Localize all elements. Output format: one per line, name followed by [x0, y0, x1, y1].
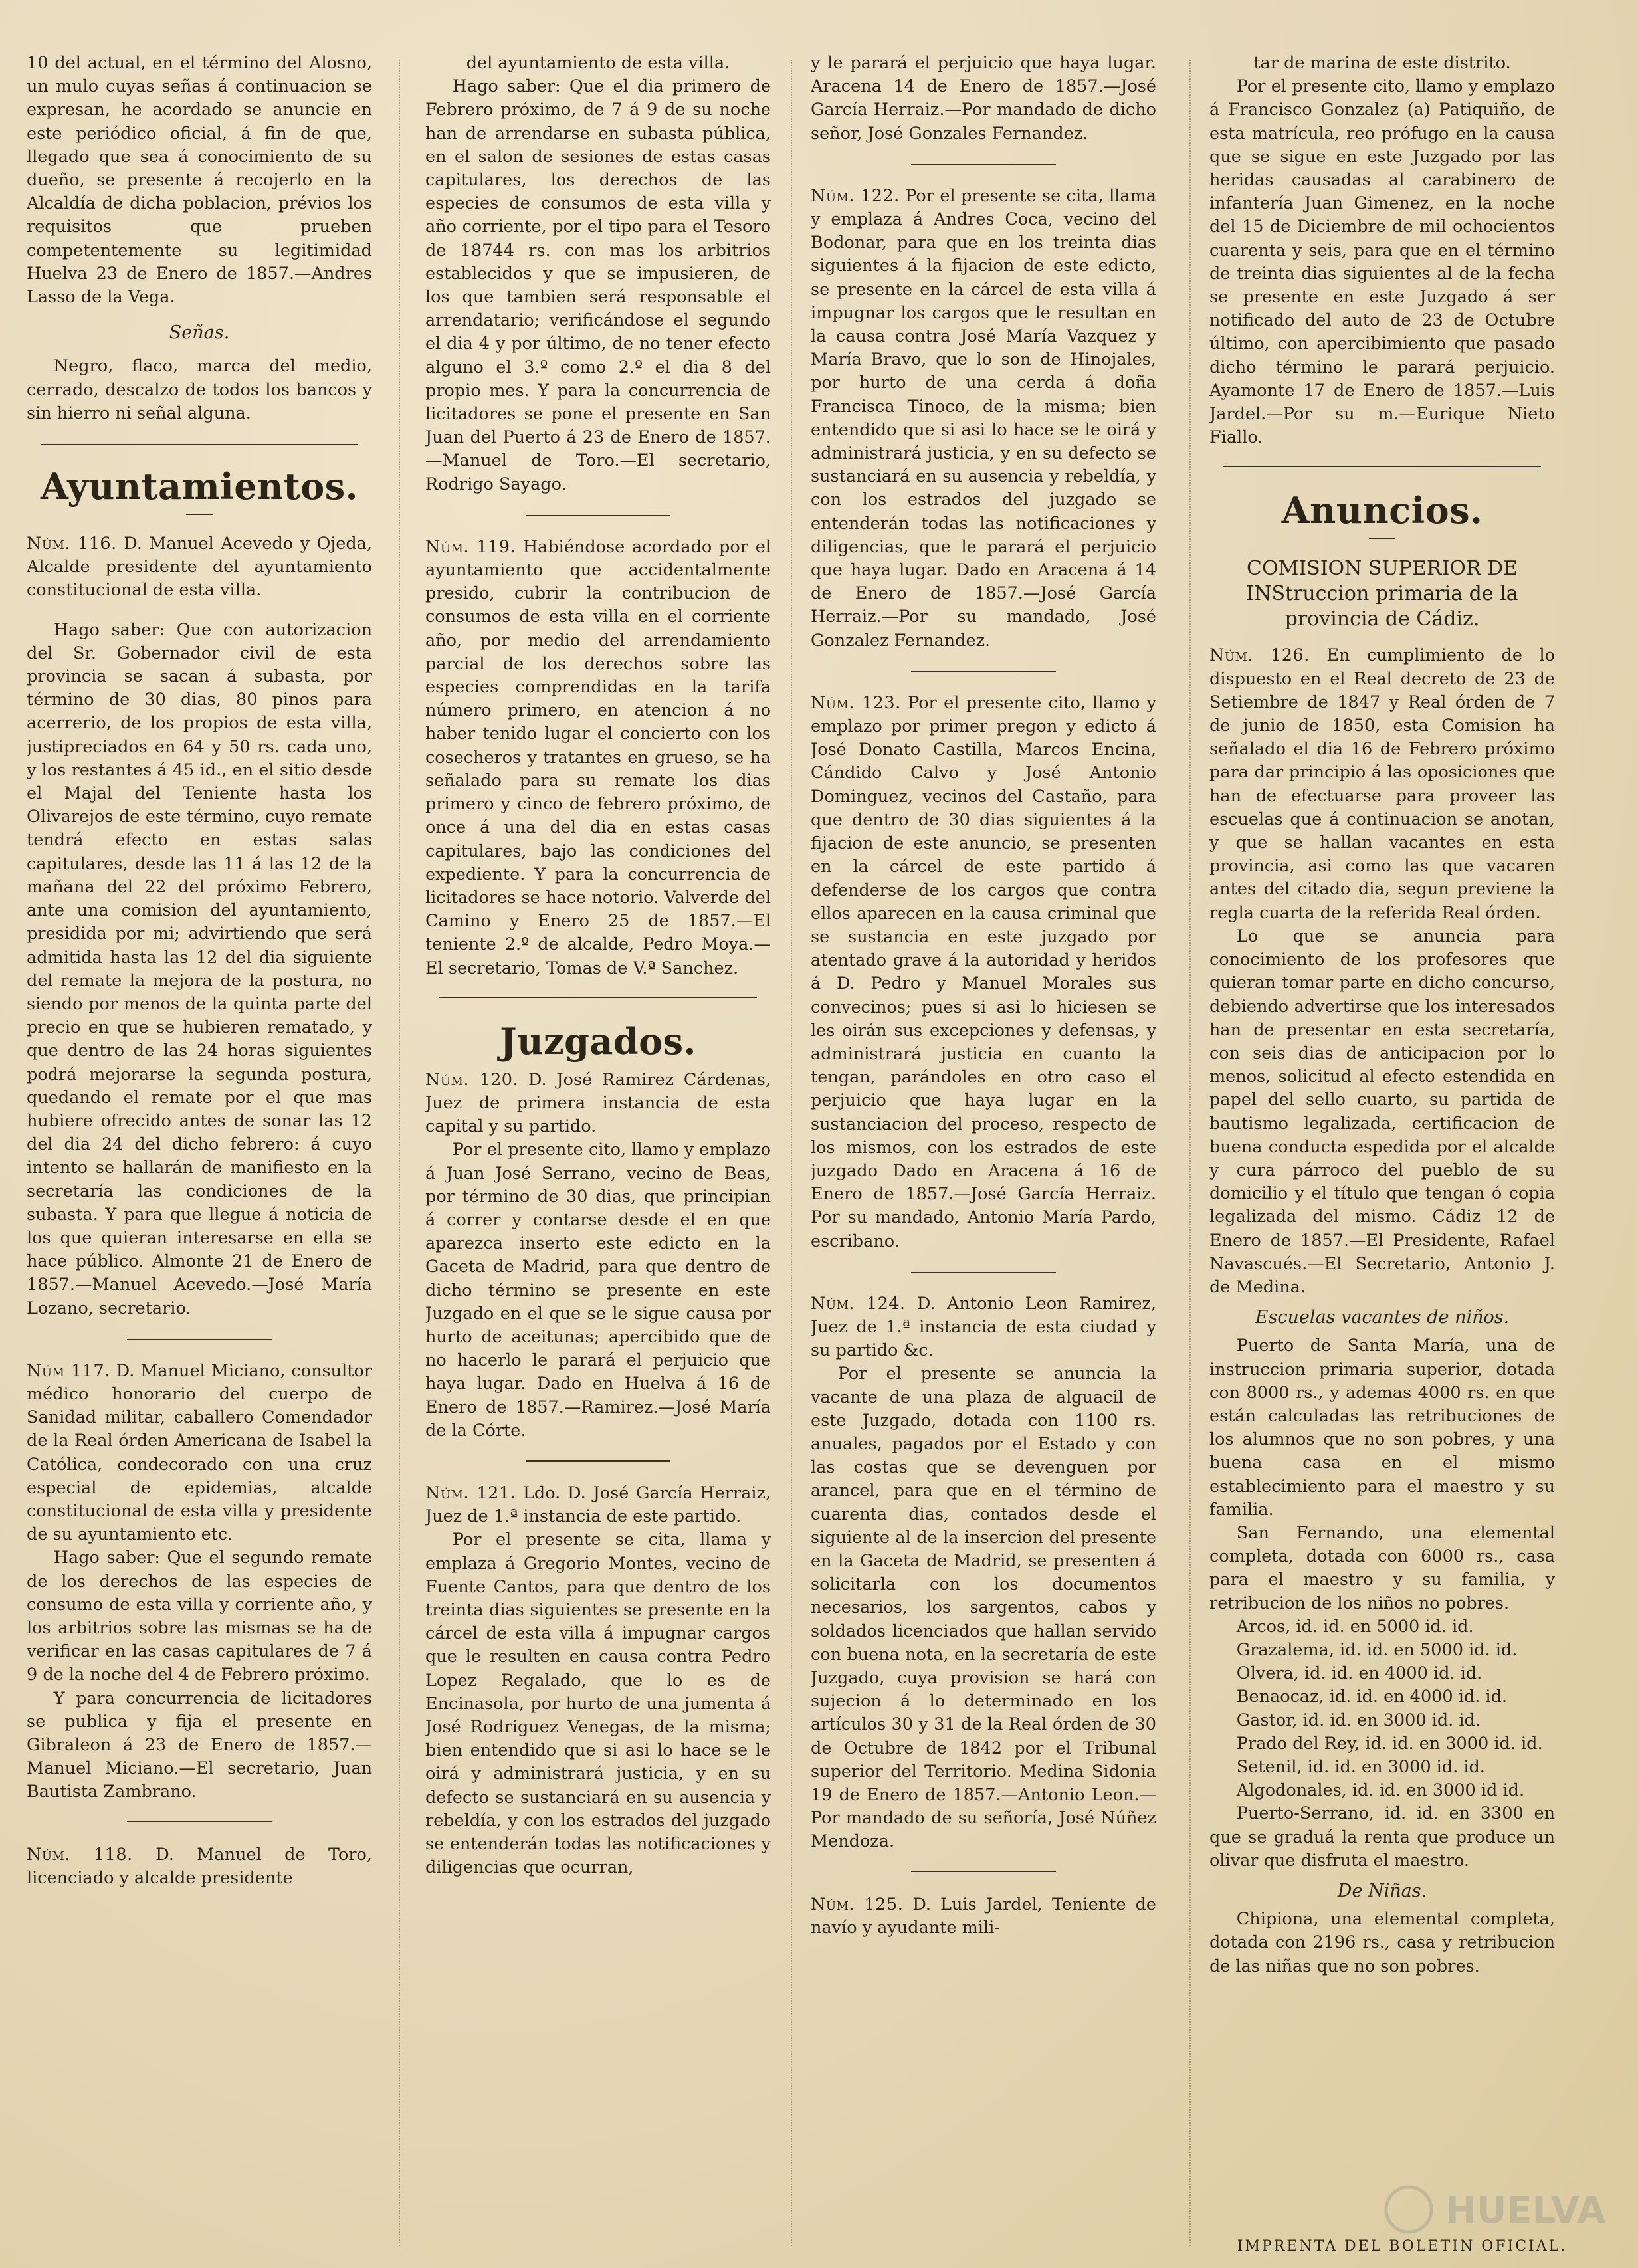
section-separator [1209, 466, 1555, 468]
notice-separator [811, 1871, 1156, 1873]
watermark-text: HUELVA [1445, 2189, 1606, 2232]
notice-119 [425, 536, 771, 980]
notice-separator [425, 514, 771, 516]
notice-intro: D. Manuel de Toro, licenciado y alcalde presidente [27, 1844, 372, 1888]
notice-body: En cumplimiento de lo dispuesto en el Real decreto de 23 de Setiembre de 1847 y Real órden de 7 de junio de 1850, esta Comision ha señalado el dia 16 de Febrero próximo para dar principio á las oposiciones que han de efectuarse para proveer las escuelas que á continuacion se anotan, y que se hallan vacantes en esta provincia, asi como las que vacaren antes del citado dia, segun previene la regla cuarta de la referida Real órden. [1209, 645, 1555, 923]
school-item: Prado del Rey, id. id. en 3000 id. id. [1236, 1733, 1543, 1754]
notice-125 [811, 1893, 1156, 1940]
notice-124 [811, 1292, 1156, 1363]
notice-body: Hago saber: Que el segundo remate de los derechos de las especies de consumo de esta villa y corriente año, y los arbitrios sobre las mismas se ha de verificar en las casas capitulares de 7 á 9 de la noche del 4 de Febrero próximo. [27, 1548, 372, 1685]
notice-intro: Ldo. D. José García Herraiz, Juez de 1.ª instancia de este partido. [425, 1483, 771, 1527]
notice-number: Núm. 126. [1209, 645, 1310, 666]
notice-intro: D. Manuel Miciano, consultor médico honorario del cuerpo de Sanidad militar, caballero Comendador de la Real órden Americana de Isabel la Católica, condecorado con una cruz especial de epidemias, alcalde constitucional de esta villa y presidente de su ayuntamiento etc. [27, 1360, 372, 1545]
notice-number: Núm. 119. [425, 536, 516, 557]
notice-126 [1209, 644, 1555, 924]
notice-117 [27, 1360, 372, 1547]
notice-separator [425, 1460, 771, 1462]
commission-title: COMISION SUPERIOR DE INStruccion primaria de la provincia de Cádiz. [1246, 557, 1518, 631]
school-item: Puerto-Serrano, id. id. en 3300 en que se graduá la renta que produce un olivar que disfruta el maestro. [1209, 1804, 1555, 1871]
notice-121 [425, 1482, 771, 1528]
notice-body: Por el presente se cita, llama y emplaza á Andres Coca, vecino del Bodonar, para que en los treinta dias siguientes á la fijacion de este edicto, se presente en la cárcel de esta villa á impugnar los cargos que le resultan en la causa contra José María Vazquez y María Bravo, que lo son de Hinojales, por hurto de una cerda á doña Francisca Tinoco, de la misma; bien entendido que si asi lo hace se le oirá y administrará justicia, y en su defecto se sustanciará en su ausencia y rebeldía, y con los estrados del juzgado se entenderán todas las notificaciones y diligencias, que le parará el perjuicio que haya lugar. Dado en Aracena á 14 de Enero de 1857.—José García Herraiz.—Por su mandado, José Gonzalez Fernandez. [811, 185, 1156, 651]
notice-number: Núm. 118. [27, 1844, 133, 1865]
school-item: Chipiona, una elemental completa, dotada con 2196 rs., casa y retribucion de las niñas que no son pobres. [1209, 1909, 1555, 1976]
notice-separator [811, 163, 1156, 165]
notice-number: Núm. 122. [811, 185, 900, 206]
school-item: Benaocaz, id. id. en 4000 id. id. [1236, 1687, 1508, 1707]
notice-number: Núm. 124. [811, 1293, 906, 1314]
notice-122 [811, 185, 1156, 653]
school-item: Gastor, id. id. en 3000 id. id. [1236, 1710, 1481, 1730]
section-separator [425, 997, 771, 999]
notice-120 [425, 1069, 771, 1139]
notice-116 [27, 532, 372, 603]
notice-body: Por el presente se cita, llama y emplaza á Gregorio Montes, vecino de Fuente Cantos, para que dentro de los treinta dias siguientes se presente en la cárcel de esta villa á impugnar cargos que le resulten en causa contra Pedro Lopez Regalado, que lo es de Encinasola, por hurto de una jumenta á José Rodriguez Venegas, de la misma; bien entendido que si asi lo hace se le oirá y administrará justicia, y en su defecto se sustanciará en su ausencia y rebeldía, y con los estrados del juzgado se entenderán todas las notificaciones y diligencias que ocurran, [425, 1530, 771, 1878]
notice-continuation: tar de marina de este distrito. [1253, 53, 1511, 73]
notice-intro: D. Luis Jardel, Teniente de navío y ayudante mili- [811, 1894, 1156, 1938]
column-3 [811, 52, 1156, 2245]
school-item: Grazalema, id. id. en 5000 id. id. [1236, 1639, 1518, 1660]
section-heading: Juzgados. [500, 1019, 696, 1063]
senas-text: Negro, flaco, marca del medio, cerrado, descalzo de todos los bancos y sin hierro ni señal alguna. [27, 356, 372, 423]
printer-footer: IMPRENTA DEL BOLETIN OFICIAL. [1237, 2238, 1568, 2255]
notice-separator [811, 1271, 1156, 1273]
school-item: Arcos, id. id. en 5000 id. id. [1236, 1616, 1474, 1637]
notice-number: Núm. 116. [27, 534, 117, 554]
notice-continuation: del ayuntamiento de esta villa. [466, 53, 730, 73]
archive-watermark [1382, 2173, 1621, 2246]
notice-intro: 10 del actual, en el término del Alosno, un mulo cuyas señas á continuacion se expresan, he acordado se anuncie en este periódico oficial, á fin de que, llegado que sea á conocimiento de su dueño, se presente á recojerlo en la Alcaldía de dicha poblacion, prévios los requisitos que prueben competentemente su legitimidad Huelva 23 de Enero de 1857.—Andres Lasso de la Vega. [27, 53, 372, 308]
notice-intro: D. José Ramirez Cárdenas, Juez de primera instancia de esta capital y su partido. [425, 1069, 771, 1137]
school-item: Puerto de Santa María, una de instruccion primaria superior, dotada con 8000 rs., y ademas 4000 rs. en que están calculadas las retribuciones de los alumnos que no son pobres, y una buena casa en el mismo establecimiento para el maestro y su familia. [1209, 1336, 1555, 1520]
section-separator [27, 443, 372, 445]
notice-separator [27, 1338, 372, 1340]
column-rule [1189, 60, 1191, 2246]
notice-continuation: y le parará el perjuicio que haya lugar. Aracena 14 de Enero de 1857.—José García Herraiz.—Por mandado de dicho señor, José Gonzales Fernandez. [811, 53, 1156, 144]
notice-body: Por el presente cito, llamo y emplazo á Francisco Gonzalez (a) Patiquiño, de esta matrícula, reo prófugo en la causa que se sigue en este Juzgado por las heridas causadas al carabinero de infantería Juan Gimenez, en la noche del 15 de Diciembre de mil ochocientos cuarenta y seis, para que en el término de treinta dias siguientes al de la fecha se presente en este Juzgado á ser notificado del auto de 23 de Octubre último, con apercibimiento que pasado dicho término le parará perjuicio. Ayamonte 17 de Enero de 1857.—Luis Jardel.—Por su m.—Eurique Nieto Fiallo. [1209, 76, 1555, 448]
notice-body: Por el presente cito, llamo y emplazo á Juan José Serrano, vecino de Beas, por término de 30 dias, que principian á correr y contarse desde el en que aparezca inserto este edicto en la Gaceta de Madrid, para que dentro de dicho término se presente en este Juzgado en el que se le sigue causa por hurto de aceitunas; apercibido que de no hacerlo le parará el perjuicio que haya lugar. Dado en Huelva á 16 de Enero de 1857.—Ramirez.—José María de la Córte. [425, 1140, 771, 1441]
notice-body: Habiéndose acordado por el ayuntamiento que accidentalmente presido, cubrir la contribucion de consumos de esta villa en el corriente año, por medio del arrendamiento parcial de los derechos sobre las especies comprendidas en la tarifa número primero, en atencion á no haber tenido lugar el concierto con los cosecheros y tratantes en grueso, se ha señalado para su remate los dias primero y cinco de febrero próximo, de once á una del dia en estas casas capitulares, bajo las condiciones del expediente. Y para la concurrencia de licitadores se hace notorio. Valverde del Camino y Enero 25 de 1857.—El teniente 2.º de alcalde, Pedro Moya.—El secretario, Tomas de V.ª Sanchez. [425, 536, 771, 978]
school-item: San Fernando, una elemental completa, dotada con 6000 rs., casa para el maestro y su familia, y retribucion de los niños no pobres. [1209, 1522, 1555, 1613]
school-item: Setenil, id. id. en 3000 id. id. [1236, 1757, 1485, 1777]
notice-118 [27, 1843, 372, 1890]
notice-number: Núm. 123. [811, 692, 901, 713]
notice-body: Hago saber: Que con autorizacion del Sr. Gobernador civil de esta provincia se sacan á subasta, por término de 30 dias, 80 pinos para acerrerio, de los propios de esta villa, justipreciados en 64 y 50 rs. cada uno, y los restantes á 45 id., en el sitio desde el Majal del Teniente hasta los Olivarejos de este término, cuyo remate tendrá efecto en estas salas capitulares, desde las 11 á las 12 de la mañana del 22 del próximo Febrero, ante una comision del ayuntamiento, presidida por mi; advirtiendo que será admitida hasta las 12 del dia siguiente del remate la mejora de la postura, no siendo por menos de la quinta parte del precio en que se hubieren rematado, y que dentro de las 24 horas siguientes podrá mejorarse la segunda postura, quedando el remate por el que mas hubiere ofrecido antes de sonar las 12 del dia 24 del dicho febrero: á cuyo intento se hallarán de manifiesto en la secretaría las condiciones de la subasta. Y para que llegue á noticia de los que quieran interesarse en ella se hace público. Almonte 21 de Enero de 1857.—Manuel Acevedo.—José María Lozano, secretario. [27, 619, 372, 1318]
school-item: Olvera, id. id. en 4000 id. id. [1236, 1663, 1483, 1684]
subheading-boys-schools: Escuelas vacantes de niños. [1255, 1307, 1510, 1328]
notice-intro: D. Manuel Acevedo y Ojeda, Alcalde presidente del ayuntamiento constitucional de esta villa. [27, 534, 372, 601]
column-rule [399, 60, 400, 2246]
section-heading: Anuncios. [1281, 489, 1483, 532]
subheading-girls-schools: De Niñas. [1337, 1881, 1427, 1902]
column-1 [27, 52, 372, 2245]
notice-number: Núm 117. [27, 1360, 110, 1381]
watermark-emblem-icon [1386, 2187, 1431, 2232]
notice-body: Por el presente cito, llamo y emplazo por primer pregon y edicto á José Donato Castilla, Marcos Encina, Cándido Calvo y José Antonio Dominguez, vecinos del Castaño, para que dentro de 30 dias siguientes á la fijacion de este anuncio, se presenten en la cárcel de este partido á defenderse de los cargos que contra ellos aparecen en la causa criminal que se sustancia en este juzgado por atentado grave á la autoridad y heridos á D. Pedro y Manuel Morales sus convecinos; pues si asi lo hiciesen se les oirán sus excepciones y defensas, y administrará justicia en cuanto la tengan, parándoles en otro caso el perjuicio que haya lugar en la sustanciacion del proceso, respecto de los mismos, con los estrados de este juzgado Dado en Aracena á 16 de Enero de 1857.—José García Herraiz. Por su mandado, Antonio María Pardo, escribano. [811, 692, 1156, 1251]
column-4 [1209, 52, 1555, 2245]
notice-separator [811, 670, 1156, 672]
school-item: Algodonales, id. id. en 3000 id id. [1236, 1780, 1525, 1801]
section-heading: Ayuntamientos. [41, 465, 358, 508]
column-2 [425, 52, 771, 2245]
notice-body: Lo que se anuncia para conocimiento de los profesores que quieran tomar parte en dicho concurso, debiendo advertirse que los interesados han de presentar en esta secretaría, con seis dias de anticipacion por lo menos, solicitud al efecto estendida en papel del sello cuarto, su partida de bautismo legalizada, certificacion de buena conducta espedida por el alcalde y cura párroco del pueblo de su domicilio y el título que tengan ó copia legalizada del mismo. Cádiz 12 de Enero de 1857.—El Presidente, Rafael Navascués.—El Secretario, Antonio J. de Medina. [1209, 926, 1555, 1297]
notice-separator [27, 1821, 372, 1823]
notice-body: Por el presente se anuncia la vacante de una plaza de alguacil de este Juzgado, dotada con 1100 rs. anuales, pagados por el Estado y con las costas que se devenguen por arancel, para que en el término de cuarenta dias, contados desde el siguiente al de la insercion del presente en la Gaceta de Madrid, se presenten á solicitarla con los documentos necesarios, los sargentos, cabos y soldados licenciados que hallan servido con buena nota, en la secretaría de este Juzgado, cuya provision se hará con sujecion á lo determinado en los artículos 30 y 31 de la Real órden de 30 de Octubre de 1842 por el Tribunal superior del Territorio. Medina Sidonia 19 de Enero de 1857.—Antonio Leon.—Por mandado de su señoría, José Núñez Mendoza. [811, 1364, 1156, 1852]
column-rule [791, 60, 792, 2246]
notice-intro: D. Antonio Leon Ramirez, Juez de 1.ª instancia de esta ciudad y su partido &c. [811, 1293, 1156, 1361]
heading-rule [186, 514, 213, 515]
notice-body: Y para concurrencia de licitadores se publica y fija el presente en Gibraleon á 23 de Enero de 1857.—Manuel Miciano.—El secretario, Juan Bautista Zambrano. [27, 1688, 372, 1802]
notice-body: Hago saber: Que el dia primero de Febrero próximo, de 7 á 9 de su noche han de arrendarse en subasta pública, en el salon de sesiones de estas casas capitulares, los derechos de las especies de consumos de esta villa y año corriente, por el tipo para el Tesoro de 18744 rs. con mas los arbitrios establecidos y que se impusieren, de los que tambien será responsable el arrendatario; verificándose el segundo el dia 4 y por último, de no tener efecto alguno el 3.º como 2.º el dia 8 del propio mes. Y para la concurrencia de licitadores se pone el presente en San Juan del Puerto á 23 de Enero de 1857.—Manuel de Toro.—El secretario, Rodrigo Sayago. [425, 76, 771, 494]
heading-rule [1369, 538, 1395, 539]
notice-number: Núm. 120. [425, 1069, 519, 1090]
notice-123 [811, 692, 1156, 1253]
notice-number: Núm. 121. [425, 1483, 516, 1503]
notice-number: Núm. 125. [811, 1894, 904, 1914]
senas-title: Señas. [169, 322, 230, 344]
